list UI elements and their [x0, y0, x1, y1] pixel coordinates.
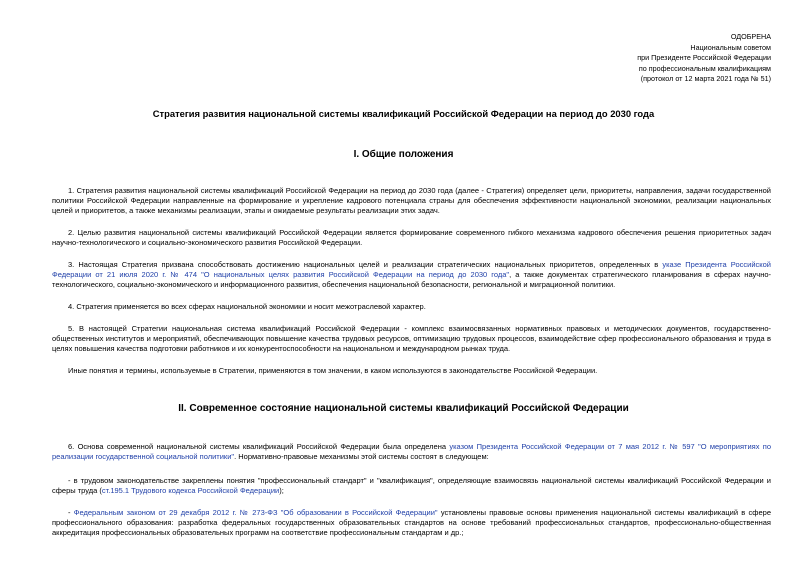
paragraph-4: 4. Стратегия применяется во всех сферах национальной экономики и носит межотраслевой характер. — [68, 302, 426, 311]
approval-line: (протокол от 12 марта 2021 года № 51) — [640, 74, 771, 84]
paragraph-text: - — [68, 508, 74, 517]
paragraph-7 — [52, 442, 771, 462]
paragraph-text: - в трудовом законодательстве закреплены понятия "профессиональный стандарт" и "квалификация", определяющие взаимосвязь национальной системы квалификаций Российской Федерации и сферы труда ( — [52, 476, 771, 496]
section-heading-current-state: II. Современное состояние национальной системы квалификаций Российской Федерации — [178, 403, 629, 414]
paragraph-text: . Нормативно-правовые механизмы этой системы состоят в следующем: — [234, 452, 489, 462]
approval-line: по профессиональным квалификациям — [638, 63, 771, 73]
section-heading-general: I. Общие положения — [353, 149, 454, 160]
decree-597-link[interactable]: указом Президента Российской Федерации от 7 мая 2012 г. № 597 "О мероприятиях по реализации государственной социальной политики" — [52, 442, 771, 462]
paragraph-1: 1. Стратегия развития национальной системы квалификаций Российской Федерации на период до 2030 года (далее - Стратегия) определяет цели, приоритеты, направления, задачи государственной политики Российской Федерации направленные на формирование и укрепление кадрового потенциала страны для обеспечения эффективности национальной экономики, реализации национальных целей и приоритетов, а также механизмы реализации, этапы и ожидаемые результаты реализации этих задач. — [52, 186, 771, 216]
paragraph-text: установлены правовые основы применения национальной системы квалификаций в сфере профессионального образования: разработка федеральных государственных образовательных стандартов на основе требований профессиональных стандартов, профессионально-общественная аккредитация профессиональных образовательных программ на соответствие профессиональным стандартам и др.; — [52, 508, 771, 538]
paragraph-text: 6. Основа современной национальной системы квалификаций Российской Федерации была определена — [68, 442, 450, 451]
education-law-link[interactable]: Федеральным законом от 29 декабря 2012 г. № 273-ФЗ "Об образовании в Российской Федерации" — [73, 508, 438, 517]
labor-code-link[interactable]: ст.195.1 Трудового кодекса Российской Федерации — [101, 486, 280, 496]
paragraph-3 — [52, 260, 771, 291]
paragraph-2: 2. Целью развития национальной системы квалификаций Российской Федерации является формирование современного гибкого механизма кадрового обеспечения решения приоритетных задач научно-технологического и социально-экономического развития Российской Федерации. — [52, 228, 771, 248]
decree-474-link[interactable]: указе Президента Российской Федерации от 21 июля 2020 г. № 474 "О национальных целях развития Российской Федерации на период до 2030 года" — [52, 260, 771, 280]
approval-block — [637, 32, 771, 85]
paragraph-9 — [52, 508, 771, 539]
paragraph-5: 5. В настоящей Стратегии национальная система квалификаций Российской Федерации - комплекс взаимосвязанных нормативных правовых и методических документов, государственно-общественных институтов и мероприятий, обеспечивающих повышение качества трудовых ресурсов, оптимизацию трудовых процессов, взаимодействие сфер профессионального образования и труда в целях повышения качества подготовки работников и их конкурентоспособности на национальном и международном рынках труда. — [52, 324, 771, 354]
paragraph-6: Иные понятия и термины, используемые в Стратегии, применяются в том значении, в каком используются в законодательстве Российской Федерации. — [68, 366, 598, 375]
approval-line: Национальным советом — [690, 42, 771, 52]
paragraph-text: ); — [279, 486, 284, 496]
document-title: Стратегия развития национальной системы квалификаций Российской Федерации на период до 2030 года — [152, 108, 655, 119]
approval-line: при Президенте Российской Федерации — [637, 53, 771, 63]
paragraph-8 — [52, 476, 771, 496]
paragraph-text: , а также документах стратегического планирования в сферах научно-технологического, социально-экономического и информационного развития, обеспечения национальной безопасности, региональной и миграционной политики. — [52, 270, 771, 290]
paragraph-text: 3. Настоящая Стратегия призвана способствовать достижению национальных целей и реализации стратегических национальных приоритетов, определенных в — [68, 260, 663, 269]
approval-line: ОДОБРЕНА — [730, 32, 771, 41]
